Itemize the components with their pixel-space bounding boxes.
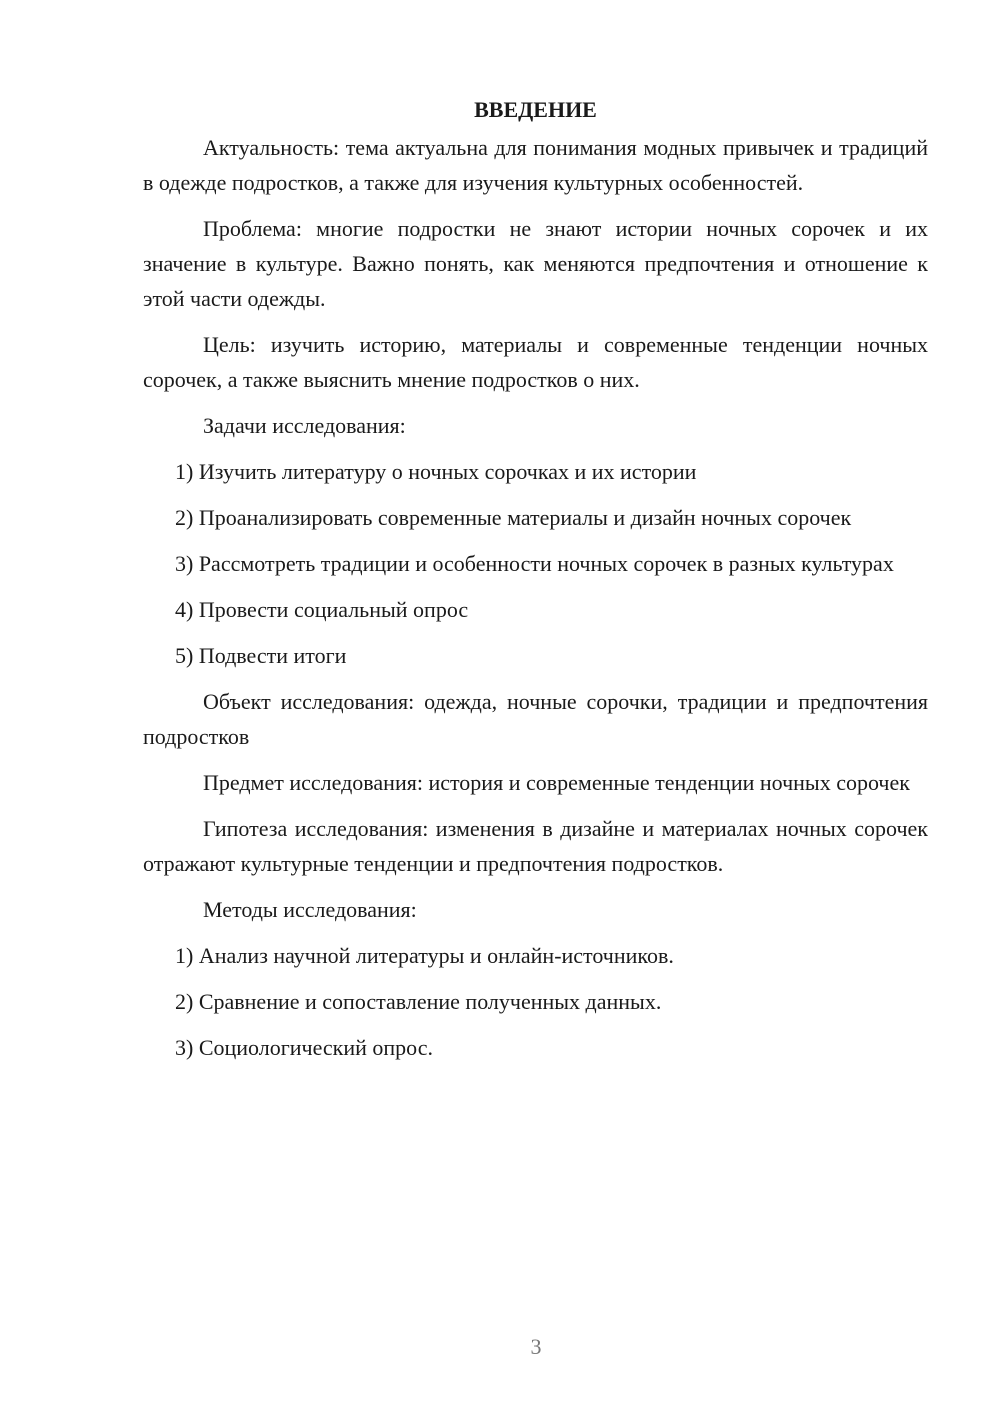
object-paragraph: Объект исследования: одежда, ночные сорочки, традиции и предпочтения подростков [143,689,928,749]
goal-paragraph: Цель: изучить историю, материалы и современные тенденции ночных сорочек, а также выяснить мнение подростков о них. [143,332,928,392]
page-number: 3 [530,1334,542,1359]
task-item-1: 1) Изучить литературу о ночных сорочках и их истории [175,459,697,484]
hypothesis-paragraph: Гипотеза исследования: изменения в дизайне и материалах ночных сорочек отражают культурные тенденции и предпочтения подростков. [143,816,928,876]
problem-paragraph: Проблема: многие подростки не знают истории ночных сорочек и их значение в культуре. Важно понять, как меняются предпочтения и отношение к этой части одежды. [143,216,928,311]
methods-heading: Методы исследования: [203,897,417,922]
subject-paragraph: Предмет исследования: история и современные тенденции ночных сорочек [203,770,910,795]
section-title: ВВЕДЕНИЕ [474,97,597,122]
relevance-paragraph: Актуальность: тема актуальна для понимания модных привычек и традиций в одежде подростков, а также для изучения культурных особенностей. [143,135,928,195]
task-item-5: 5) Подвести итоги [175,643,347,668]
task-item-4: 4) Провести социальный опрос [175,597,469,622]
document-page [143,92,928,1076]
method-item-3: 3) Социологический опрос. [175,1035,433,1060]
tasks-heading: Задачи исследования: [203,413,406,438]
task-item-3: 3) Рассмотреть традиции и особенности ночных сорочек в разных культурах [175,551,894,576]
method-item-2: 2) Сравнение и сопоставление полученных данных. [175,989,662,1014]
task-item-2: 2) Проанализировать современные материалы и дизайн ночных сорочек [175,505,852,530]
method-item-1: 1) Анализ научной литературы и онлайн-источников. [175,943,674,968]
